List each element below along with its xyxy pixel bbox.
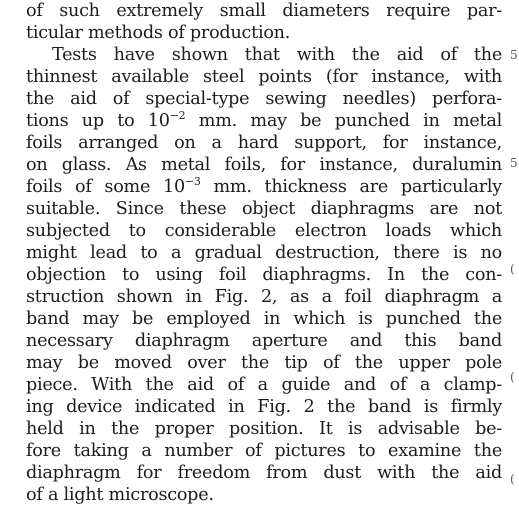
text-line: of such extremely small diameters require par-: [26, 1, 502, 21]
text-line: thinnest available steel points (for instance, with: [26, 67, 502, 87]
margin-mark: 5: [510, 156, 518, 170]
text-line: diaphragm for freedom from dust with the aid: [26, 463, 502, 483]
text-line: of a light microscope.: [26, 485, 214, 505]
text-line: may be moved over the tip of the upper pole: [26, 353, 502, 373]
text-line: suitable. Since these object diaphragms are not: [26, 199, 502, 219]
text-line: necessary diaphragm aperture and this band: [26, 331, 502, 351]
text-fragment: tions up to 10: [26, 111, 170, 131]
margin-mark: 5: [510, 48, 518, 62]
text-fragment: mm. thickness are particularly: [200, 177, 502, 197]
text-line: held in the proper position. It is advisable be-: [26, 419, 502, 439]
text-line: subjected to considerable electron loads which: [26, 221, 502, 241]
text-line: objection to using foil diaphragms. In the con-: [26, 265, 502, 285]
text-line: on glass. As metal foils, for instance, duralumin: [26, 155, 502, 175]
text-line: struction shown in Fig. 2, as a foil diaphragm a: [26, 287, 502, 307]
text-line: band may be employed in which is punched the: [26, 309, 502, 329]
text-line: the aid of special-type sewing needles) perfora-: [26, 89, 502, 109]
text-fragment: foils of some 10: [26, 177, 185, 197]
text-fragment: mm. may be punched in metal: [185, 111, 502, 131]
text-line: piece. With the aid of a guide and of a clamp-: [26, 375, 502, 395]
text-line: Tests have shown that with the aid of the: [52, 45, 502, 65]
margin-mark: (: [510, 262, 515, 276]
text-line: [26, 110, 502, 132]
text-line: foils arranged on a hard support, for instance,: [26, 133, 502, 153]
margin-mark: (: [510, 472, 515, 486]
margin-mark: (: [510, 370, 515, 384]
text-line: ticular methods of production.: [26, 23, 291, 43]
exponent: −3: [184, 175, 201, 188]
text-line: fore taking a number of pictures to examine the: [26, 441, 502, 461]
text-line: might lead to a gradual destruction, there is no: [26, 243, 502, 263]
text-line: [26, 176, 502, 198]
exponent: −2: [169, 109, 186, 122]
text-line: ing device indicated in Fig. 2 the band is firmly: [26, 397, 502, 417]
